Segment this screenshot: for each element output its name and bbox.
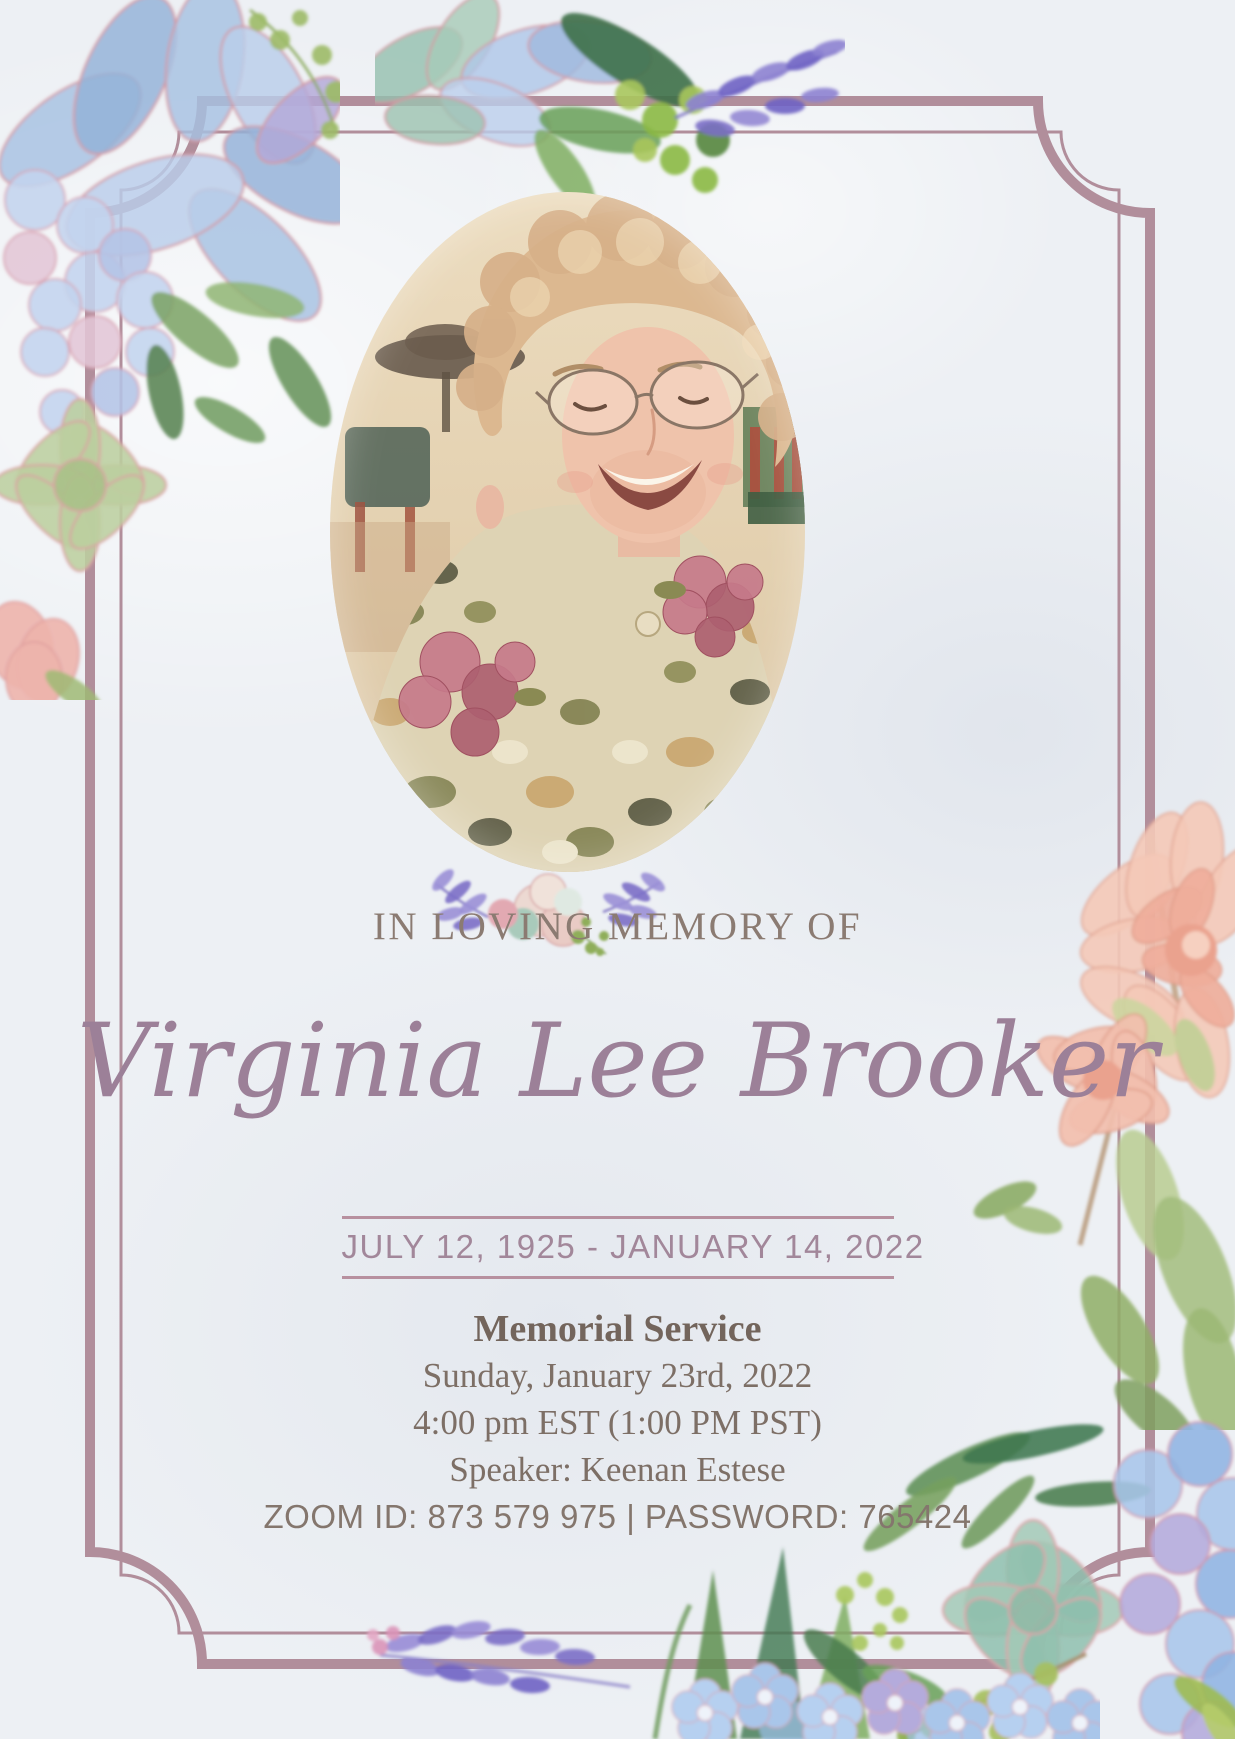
zoom-credentials: ZOOM ID: 873 579 975 | PASSWORD: 765424 xyxy=(263,1498,972,1535)
floral-top-left xyxy=(0,0,340,700)
floral-bottom-center xyxy=(285,1535,1100,1739)
deceased-name: Virginia Lee Brooker xyxy=(76,1002,1159,1121)
portrait-illustration xyxy=(330,192,805,872)
life-dates: JULY 12, 1925 - JANUARY 14, 2022 xyxy=(341,1228,925,1265)
service-date: Sunday, January 23rd, 2022 xyxy=(422,1356,813,1395)
service-time: 4:00 pm EST (1:00 PM PST) xyxy=(413,1403,822,1442)
service-details xyxy=(0,1306,1235,1541)
portrait-photo xyxy=(330,192,805,872)
floral-top-center xyxy=(375,0,845,215)
dates-block xyxy=(0,1216,1235,1279)
service-title: Memorial Service xyxy=(473,1308,762,1350)
memory-header: IN LOVING MEMORY OF xyxy=(372,905,863,948)
service-speaker: Speaker: Keenan Estese xyxy=(449,1450,786,1489)
dates-rule-bottom xyxy=(342,1276,894,1279)
